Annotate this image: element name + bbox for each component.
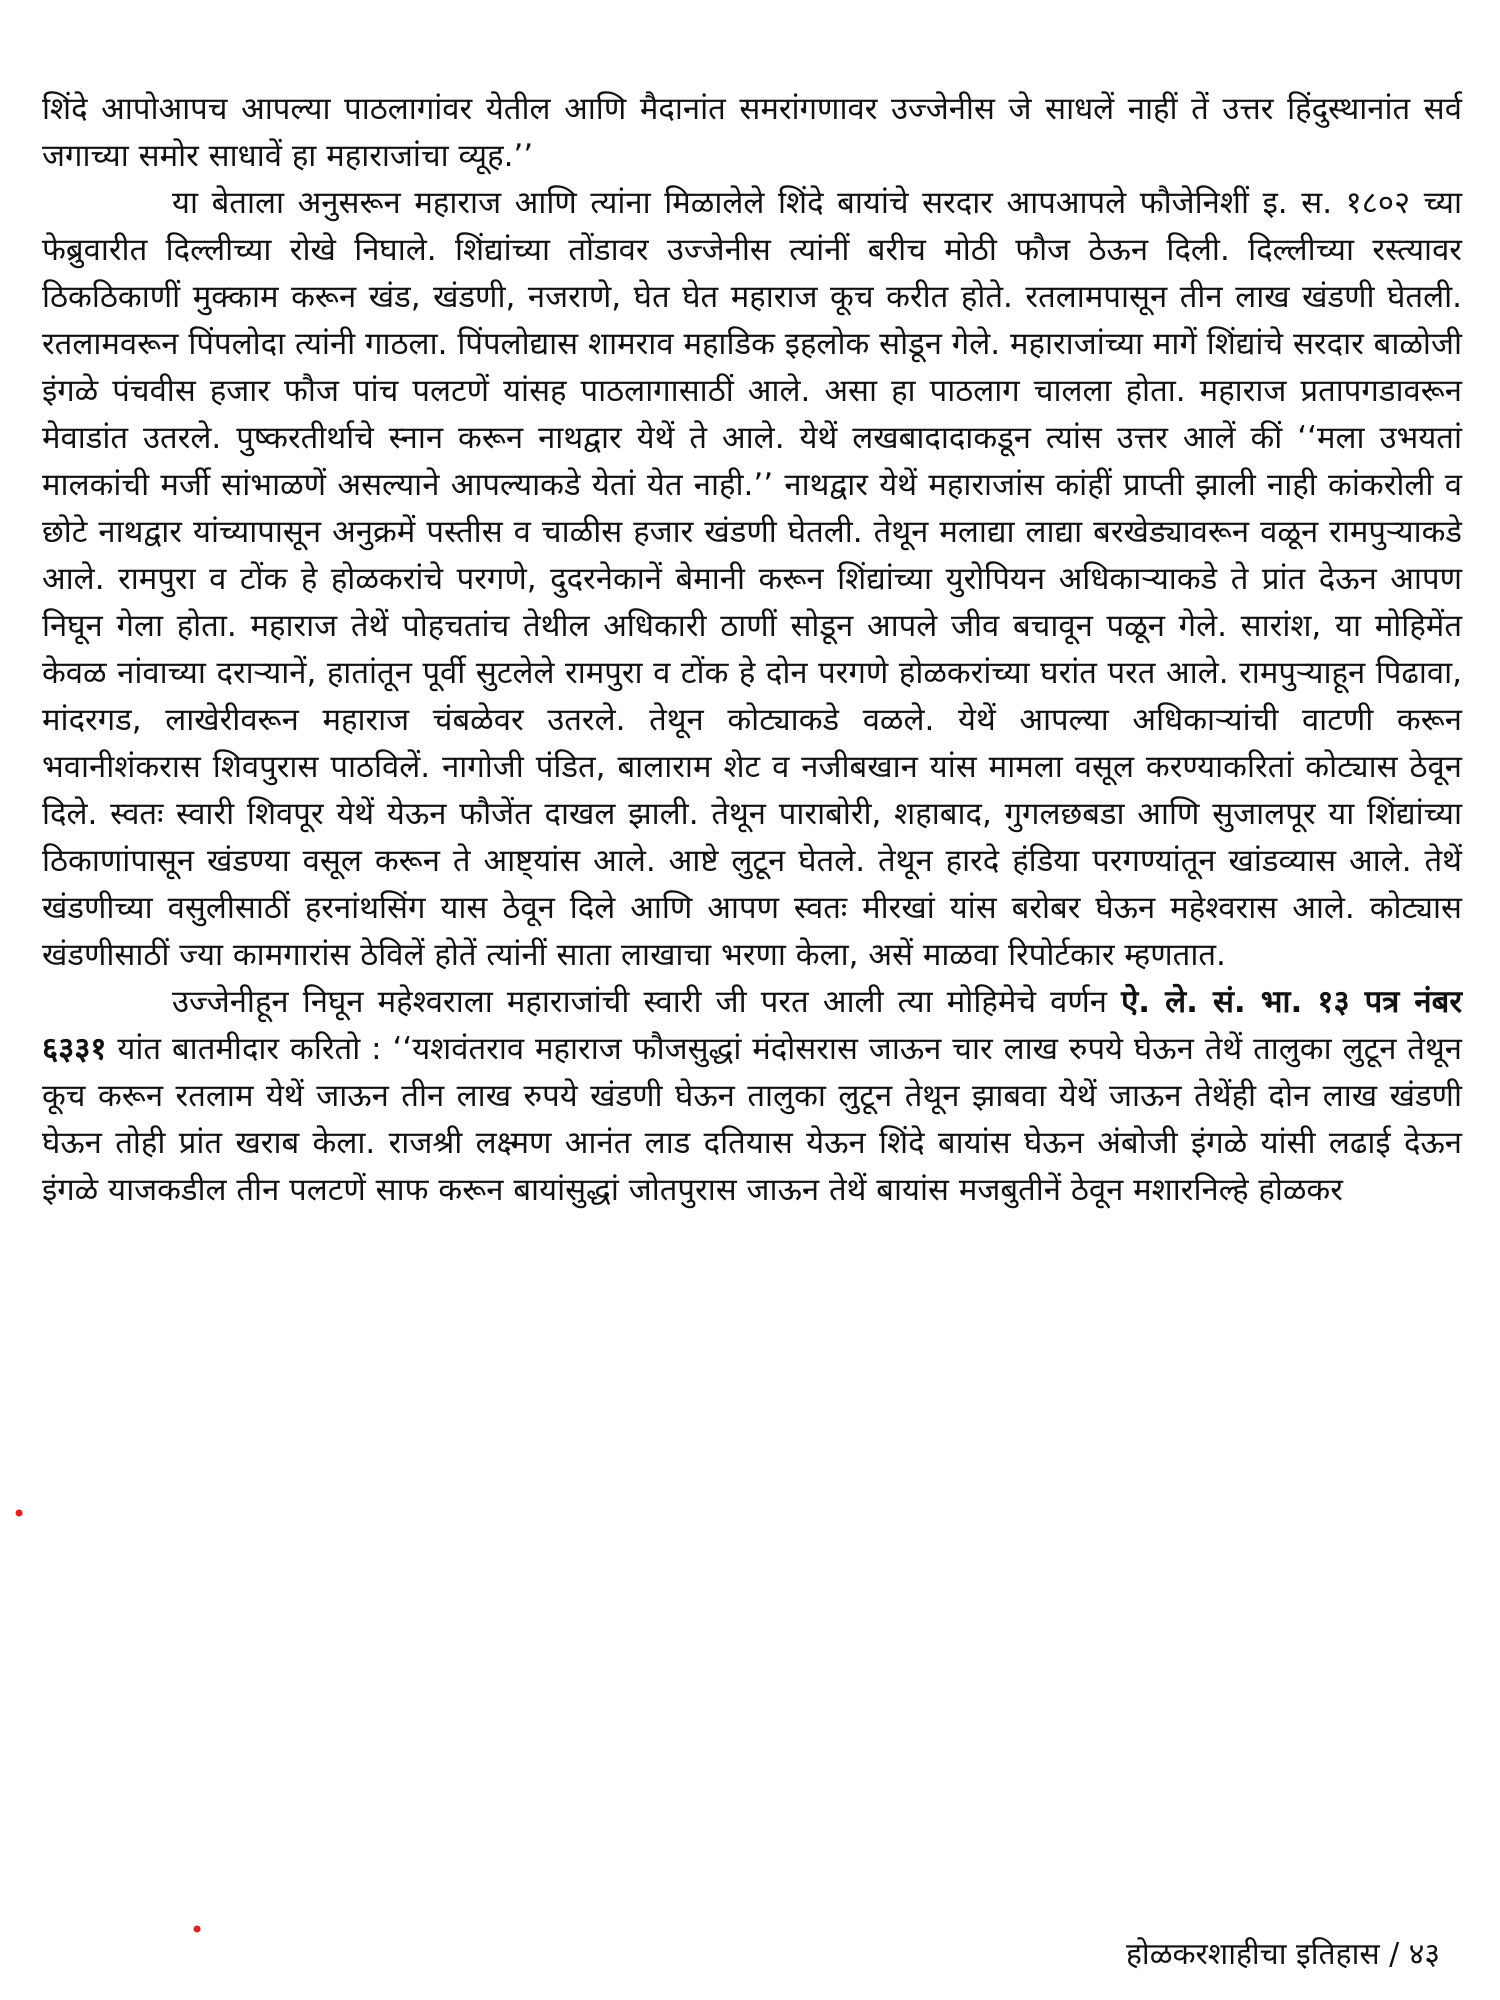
paragraph-2: या बेताला अनुसरून महाराज आणि त्यांना मिळालेले शिंदे बायांचे सरदार आपआपले फौजेनिशीं इ. स. १८०२ च्या फेब्रुवारीत दिल्लीच्या रोखे निघाले. शिंद्यांच्या तोंडावर उज्जेनीस त्यांनीं बरीच मोठी फौज ठेऊन दिली. दिल्लीच्या रस्त्यावर ठिकठिकाणीं मुक्काम करून खंड, खंडणी, नजराणे, घेत घेत महाराज कूच करीत होते. रतलामपासून तीन लाख खंडणी घेतली. रतलामवरून पिंपलोदा त्यांनी गाठला. पिंपलोद्यास शामराव महाडिक इहलोक सोडून गेले. महाराजांच्या मागें शिंद्यांचे सरदार बाळोजी इंगळे पंचवीस हजार फौज पांच पलटणें यांसह पाठलागासाठीं आले. असा हा पाठलाग चालला होता. महाराज प्रतापगडावरून मेवाडांत उतरले. पुष्करतीर्थाचे स्नान करून नाथद्वार येथें ते आले. येथें लखबादादाकडून त्यांस उत्तर आलें कीं ‘‘मला उभयतां मालकांची मर्जी सांभाळणें असल्याने आपल्याकडे येतां येत नाही.’’ नाथद्वार येथें महाराजांस कांहीं प्राप्ती झाली नाही कांकरोली व छोटे नाथद्वार यांच्यापासून अनुक्रमें पस्तीस व चाळीस हजार खंडणी घेतली. तेथून मलाद्या लाद्या बरखेड्यावरून वळून रामपुऱ्याकडे आले. रामपुरा व टोंक हे होळकरांचे परगणे, दुदरनेकानें बेमानी करून शिंद्यांच्या युरोपियन अधिकाऱ्याकडे ते प्रांत देऊन आपण निघून गेला होता. महाराज तेथें पोहचतांच तेथील अधिकारी ठाणीं सोडून आपले जीव बचावून पळून गेले. सारांश, या मोहिमेंत केवळ नांवाच्या दराऱ्यानें, हातांतून पूर्वी सुटलेले रामपुरा व टोंक हे दोन परगणे होळकरांच्या घरांत परत आले. रामपुऱ्याहून पिढावा, मांदरगड, लाखेरीवरून महाराज चंबळेवर उतरले. तेथून कोट्याकडे वळले. येथें आपल्या अधिकाऱ्यांची वाटणी करून भवानीशंकरास शिवपुरास पाठविलें. नागोजी पंडित, बालाराम शेट व नजीबखान यांस मामला वसूल करण्याकरितां कोट्यास ठेवून दिले. स्वतः स्वारी शिवपूर येथें येऊन फौजेंत दाखल झाली. तेथून पाराबोरी, शहाबाद, गुगलछबडा आणि सुजालपूर या शिंद्यांच्या ठिकाणांपासून खंडण्या वसूल करून ते आष्ट्यांस आले. आष्टे लुटून घेतले. तेथून हारदे हंडिया परगण्यांतून खांडव्यास आले. तेथें खंडणीच्या वसुलीसाठीं हरनांथसिंग यास ठेवून दिले आणि आपण स्वतः मीरखां यांस बरोबर घेऊन महेश्वरास आले. कोट्यास खंडणीसाठीं ज्या कामगारांस ठेविलें होतें त्यांनीं साता लाखाचा भरणा केला, असें माळवा रिपोर्टकार म्हणतात. [42, 185, 1462, 973]
page-footer: होळकरशाहीचा इतिहास / ४३ [1126, 1937, 1440, 1972]
paragraph-3 [42, 979, 1462, 1214]
source-reference: ऐ. ले. सं. भा. १३ पत्र नंबर ६३३१ [42, 984, 1463, 1067]
margin-mark: • [190, 1916, 205, 1944]
paragraph-3-quote: यांत बातमीदार करितो : ‘‘यशवंतराव महाराज फौजसुद्धां मंदोसरास जाऊन चार लाख रुपये घेऊन तेथें तालुका लुटून तेथून कूच करून रतलाम येथें जाऊन तीन लाख रुपये खंडणी घेऊन तालुका लुटून तेथून झाबवा येथें जाऊन तेथेंही दोन लाख खंडणी घेऊन तोही प्रांत खराब केला. राजश्री लक्ष्मण आनंत लाड दतियास येऊन शिंदे बायांस घेऊन अंबोजी इंगळे यांसी लढाई देऊन इंगळे याजकडील तीन पलटणें साफ करून बायांसुद्धां जोतपुरास जाऊन तेथें बायांस मजबुतीनें ठेवून मशारनिल्हे होळकर [42, 1031, 1462, 1208]
body-text [42, 86, 1462, 1214]
paragraph-3-intro: उज्जेनीहून निघून महेश्वराला महाराजांची स्वारी जी परत आली त्या मोहिमेचे वर्णन [172, 984, 1108, 1020]
margin-mark: • [12, 1500, 27, 1528]
paragraph-1: शिंदे आपोआपच आपल्या पाठलागांवर येतील आणि मैदानांत समरांगणावर उज्जेनीस जे साधलें नाहीं तें उत्तर हिंदुस्थानांत सर्व जगाच्या समोर साधावें हा महाराजांचा व्यूह.’’ [42, 91, 1462, 174]
